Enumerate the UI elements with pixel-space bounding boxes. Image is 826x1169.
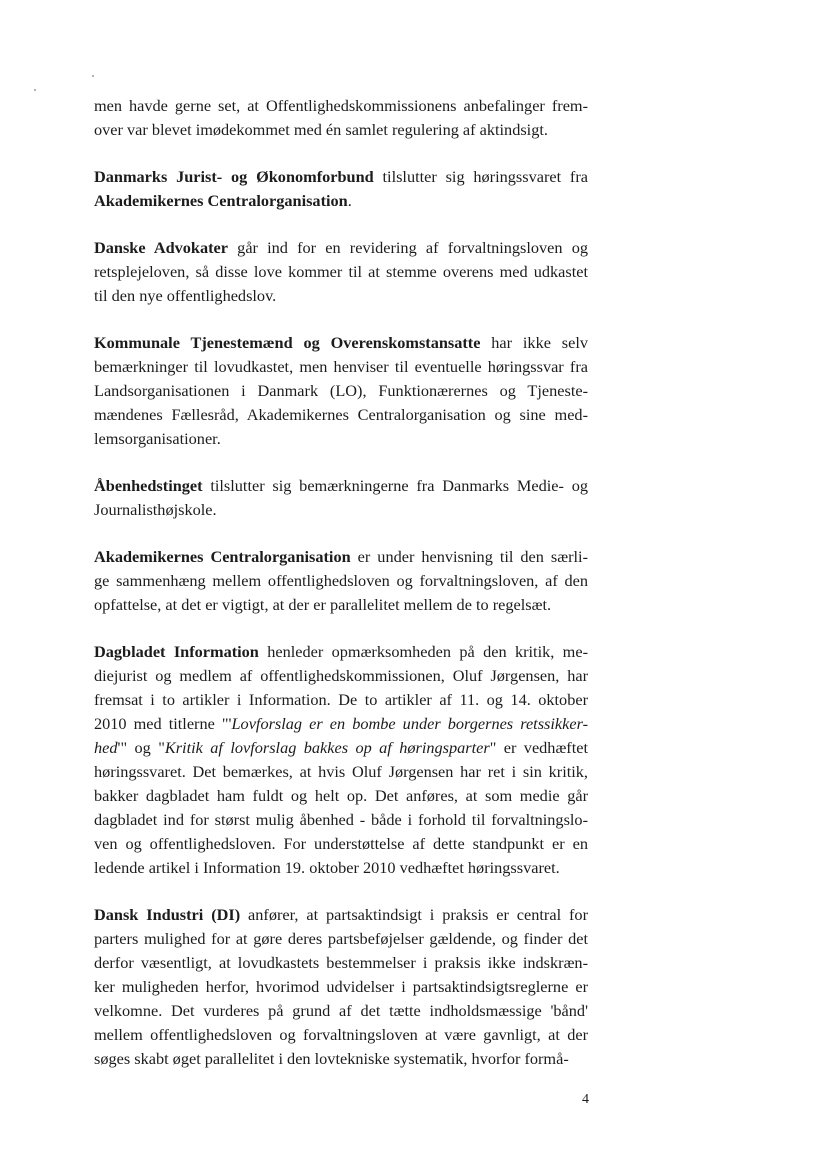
line-text: mændenes Fællesråd, Akademikernes Centralorganisation og sine med- — [94, 405, 588, 424]
line-text: Journalisthøjskole. — [94, 500, 217, 519]
text-line — [94, 355, 588, 379]
paragraph — [94, 94, 588, 142]
organization-name: Dansk Industri — [94, 905, 204, 924]
text-line — [94, 1023, 588, 1047]
page-number: 4 — [582, 1092, 589, 1107]
text-line — [94, 165, 588, 189]
paragraph — [94, 640, 588, 880]
text-line — [94, 975, 588, 999]
text-line — [94, 427, 588, 451]
paragraph — [94, 474, 588, 522]
line-text: tilslutter sig bemærkningerne fra Danmarks Medie- og — [202, 476, 588, 495]
text-line — [94, 569, 588, 593]
line-text: ledende artikel i Information 19. oktober 2010 vedhæftet høringssvaret. — [94, 858, 560, 877]
line-text: har ikke selv — [480, 333, 588, 352]
line-text: bemærkninger til lovudkastet, men henviser til eventuelle høringssvar fra — [94, 357, 588, 376]
text-line — [94, 474, 588, 498]
text-line — [94, 951, 588, 975]
scan-speck — [34, 89, 36, 91]
text-line — [94, 1047, 588, 1071]
text-line — [94, 999, 588, 1023]
organization-name: Akademikernes Centralorganisation — [94, 191, 348, 210]
line-text: " er vedhæftet — [489, 738, 589, 757]
organization-name: Danske Advokater — [94, 238, 229, 257]
paragraph — [94, 903, 588, 1071]
line-text: Landsorganisationen i Danmark (LO), Funktionærernes og Tjeneste- — [94, 381, 588, 400]
text-line — [94, 236, 588, 260]
line-text: høringssvaret. Det bemærkes, at hvis Oluf Jørgensen har ret i sin kritik, — [94, 762, 588, 781]
organization-name: Dagbladet Information — [94, 642, 259, 661]
line-text: derfor væsentligt, at lovudkastets bestemmelser i praksis ikke indskræn- — [94, 953, 588, 972]
line-text: '" og " — [117, 738, 165, 757]
document-body — [94, 94, 588, 1094]
line-text: dagbladet ind for størst mulig åbenhed - både i forhold til forvaltningslo- — [94, 810, 588, 829]
text-line — [94, 498, 588, 522]
line-text: parters mulighed for at gøre deres partsbeføjelser gældende, og finder det — [94, 929, 588, 948]
text-line — [94, 903, 588, 927]
organization-name: Akademikernes Centralorganisation — [94, 547, 351, 566]
line-text: retsplejeloven, så disse love kommer til at stemme overens med udkastet — [94, 262, 588, 281]
text-line — [94, 118, 588, 142]
text-line — [94, 712, 588, 736]
organization-name: (DI) — [211, 905, 241, 924]
text-line — [94, 832, 588, 856]
text-line — [94, 331, 588, 355]
line-text: opfattelse, at det er vigtigt, at der er parallelitet mellem de to regelsæt. — [94, 595, 552, 614]
line-text: går ind for en revidering af forvaltningsloven og — [228, 238, 589, 257]
organization-name: Danmarks Jurist- og Økonomforbund — [94, 167, 374, 186]
line-text: . — [347, 191, 352, 210]
line-text: er under henvisning til den særli- — [350, 547, 588, 566]
text-line — [94, 403, 588, 427]
text-line — [94, 688, 588, 712]
line-text: bakker dagbladet ham fuldt og helt op. Det anføres, at som medie går — [94, 786, 588, 805]
line-text: fremsat i to artikler i Information. De to artikler af 11. og 14. oktober — [94, 690, 588, 709]
line-text: ge sammenhæng mellem offentlighedsloven og forvaltningsloven, af den — [94, 571, 588, 590]
text-line — [94, 664, 588, 688]
text-line — [94, 808, 588, 832]
text-line — [94, 545, 588, 569]
line-text: søges skabt øget parallelitet i den lovtekniske systematik, hvorfor formå- — [94, 1049, 569, 1068]
organization-name: Kommunale Tjenestemænd og Overenskomstansatte — [94, 333, 481, 352]
line-text: diejurist og medlem af offentlighedskommissionen, Oluf Jørgensen, har — [94, 666, 588, 685]
text-line — [94, 927, 588, 951]
line-text: over var blevet imødekommet med én samlet regulering af aktindsigt. — [94, 120, 548, 139]
line-text: anfører, at partsaktindsigt i praksis er central for — [240, 905, 588, 924]
text-line — [94, 784, 588, 808]
text-line — [94, 640, 588, 664]
line-text: henleder opmærksomheden på den kritik, me- — [258, 642, 588, 661]
line-text: til den nye offentlighedslov. — [94, 286, 277, 305]
line-text — [203, 905, 211, 924]
article-title: Lovforslag er en bombe under borgernes retssikker- — [231, 714, 589, 733]
text-line — [94, 189, 588, 213]
article-title: hed — [94, 738, 118, 757]
text-line — [94, 760, 588, 784]
line-text: men havde gerne set, at Offentlighedskommissionens anbefalinger frem- — [94, 96, 588, 115]
article-title: Kritik af lovforslag bakkes op af høringsparter — [164, 738, 490, 757]
line-text: tilslutter sig høringssvaret fra — [373, 167, 588, 186]
line-text: velkomne. Det vurderes på grund af det tætte indholdsmæssige 'bånd' — [94, 1001, 588, 1020]
paragraph — [94, 165, 588, 213]
paragraph — [94, 545, 588, 617]
line-text: mellem offentlighedsloven og forvaltningsloven at være gavnligt, at der — [94, 1025, 588, 1044]
line-text: ker muligheden herfor, hvorimod udvidelser i partsaktindsigtsreglerne er — [94, 977, 588, 996]
line-text: 2010 med titlerne "' — [94, 714, 232, 733]
text-line — [94, 260, 588, 284]
text-line — [94, 593, 588, 617]
text-line — [94, 379, 588, 403]
organization-name: Åbenhedstinget — [94, 476, 203, 495]
text-line — [94, 284, 588, 308]
scan-speck — [92, 75, 94, 77]
paragraph — [94, 331, 588, 451]
text-line — [94, 94, 588, 118]
line-text: lemsorganisationer. — [94, 429, 221, 448]
text-line — [94, 856, 588, 880]
paragraph — [94, 236, 588, 308]
line-text: ven og offentlighedsloven. For understøttelse af dette standpunkt er en — [94, 834, 588, 853]
text-line — [94, 736, 588, 760]
